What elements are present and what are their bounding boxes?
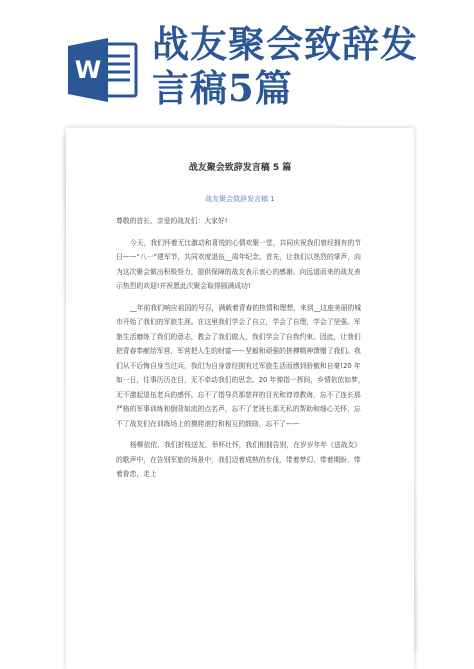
paragraph: 尊敬的首长、亲爱的战友们：大家好! xyxy=(116,217,228,225)
document-subtitle: 战友聚会致辞发言稿 1 xyxy=(205,195,275,203)
document-title: 战友聚会致辞发言稿 5 篇 xyxy=(188,163,292,173)
paragraph: __年前我们响应祖国的号召，满载着青春的热情和理想，来到__这座美丽的城市开始了我们的军旅生涯。在这里我们学会了自立，学会了自理，学会了坚强。军旅生活磨练了我们的意志，教会了我们做人，我们学会了自我约束。因此，让我们把青春奉献给军营，军营把人生的财富——坚毅和顽强的拼搏精神馈赠了我们。我们从不后悔自身当过兵，我们为自身曾经拥有过军旅生活而感到骄傲和自豪!20 年如一日，往事历历在目，无不牵动我们的思念。20 年弹指一挥间，乡情依依如梦，无不激起退伍老兵的感怀。忘不了指导员那慈祥的目光和谆谆教诲，忘不了连长那严格的军事训练和倒背如流的点名声，忘不了老班长那无私的帮助和细心关怀，忘不了战友们在训练场上的摸爬滚打和相互的鼓励，忘不了—— xyxy=(116,303,365,428)
banner xyxy=(0,0,474,130)
word-icon xyxy=(68,38,140,102)
svg-text:W: W xyxy=(74,56,102,84)
document-body xyxy=(116,214,366,489)
document-page xyxy=(66,128,414,669)
banner-title: 战友聚会致辞发言稿5篇 xyxy=(152,22,418,110)
paragraph: 今天，我们怀着无比激动和喜悦的心情欢聚一堂，共同庆祝我们曾经拥有的节日——“八一”建军节，共同欢度退伍__周年纪念。首先，让我们以热烈的掌声，向为这次聚会做出积极努力，提供保障的战友表示衷心的感谢。向远道而来的战友表示热烈的欢迎!并祝愿此次聚会取得圆满成功! xyxy=(116,238,362,290)
paragraph: 杨柳依依，我们折枝送友，举杯壮怀，我们相拥告别，在岁岁年年《送战友》的歌声中，在告别军旅的场景中，我们迈着成熟的步伐，带着梦幻、带着期盼、带着眷恋，走上 xyxy=(116,441,362,478)
